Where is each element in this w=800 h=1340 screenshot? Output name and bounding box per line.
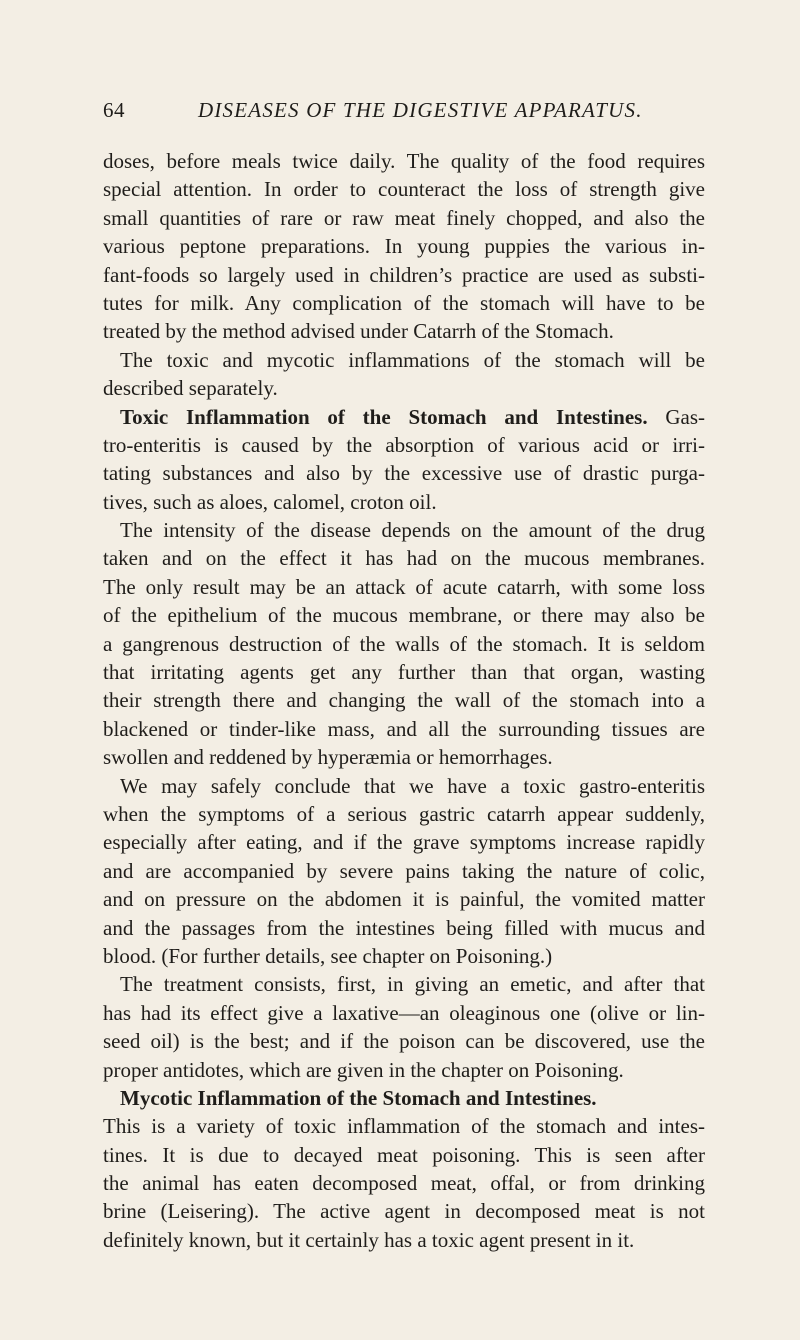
section-heading-line: [103, 1084, 705, 1112]
text-line: The only result may be an attack of acute catarrh, with some loss: [103, 574, 705, 599]
text-line: The treatment consists, first, in giving an emetic, and after that: [120, 972, 705, 997]
section-heading-line: [103, 403, 705, 431]
text-line: blackened or tinder-like mass, and all the surrounding tissues are: [103, 716, 705, 741]
text-line: The intensity of the disease depends on the amount of the drug: [120, 518, 705, 543]
text-line: has had its effect give a laxative—an oleaginous one (olive or lin-: [103, 1000, 705, 1025]
page-number: 64: [103, 98, 125, 122]
text-line: tives, such as aloes, calomel, croton oil.: [103, 489, 437, 514]
text-line: their strength there and changing the wall of the stomach into a: [103, 688, 705, 713]
text-line: small quantities of rare or raw meat finely chopped, and also the: [103, 205, 705, 230]
text-line: treated by the method advised under Catarrh of the Stomach.: [103, 319, 614, 344]
text-line: tating substances and also by the excessive use of drastic purga-: [103, 461, 705, 486]
text-line: tro-enteritis is caused by the absorption of various acid or irri-: [103, 432, 705, 457]
line-text: Gas-: [647, 404, 705, 429]
text-line: brine (Leisering). The active agent in decomposed meat is not: [103, 1199, 705, 1224]
text-line: and on pressure on the abdomen it is painful, the vomited matter: [103, 887, 705, 912]
section-heading: Mycotic Inflammation of the Stomach and Intestines.: [120, 1085, 597, 1110]
text-line: taken and on the effect it has had on the mucous membranes.: [103, 546, 705, 571]
text-line: when the symptoms of a serious gastric catarrh appear suddenly,: [103, 801, 705, 826]
text-line: doses, before meals twice daily. The quality of the food requires: [103, 149, 705, 173]
text-line: The toxic and mycotic inflammations of the stomach will be: [120, 347, 705, 372]
text-line: fant-foods so largely used in children’s practice are used as substi-: [103, 262, 705, 287]
text-line: tutes for milk. Any complication of the stomach will have to be: [103, 290, 705, 315]
text-line: the animal has eaten decomposed meat, offal, or from drinking: [103, 1171, 705, 1196]
text-line: especially after eating, and if the grave symptoms increase rapidly: [103, 830, 705, 855]
text-line: swollen and reddened by hyperæmia or hemorrhages.: [103, 745, 553, 770]
text-line: proper antidotes, which are given in the chapter on Poisoning.: [103, 1057, 624, 1082]
running-head: DISEASES OF THE DIGESTIVE APPARATUS.: [198, 98, 643, 122]
text-line: and the passages from the intestines being filled with mucus and: [103, 915, 705, 940]
text-line: and are accompanied by severe pains taking the nature of colic,: [103, 858, 705, 883]
text-line: tines. It is due to decayed meat poisoning. This is seen after: [103, 1142, 705, 1167]
text-line: described separately.: [103, 376, 278, 401]
text-line: various peptone preparations. In young puppies the various in-: [103, 234, 705, 259]
text-line: seed oil) is the best; and if the poison can be discovered, use the: [103, 1029, 705, 1054]
text-line: blood. (For further details, see chapter on Poisoning.): [103, 943, 553, 968]
text-line: We may safely conclude that we have a toxic gastro-enteritis: [120, 773, 705, 798]
text-line: definitely known, but it certainly has a toxic agent present in it.: [103, 1227, 635, 1252]
text-line: that irritating agents get any further than that organ, wasting: [103, 660, 705, 685]
text-line: of the epithelium of the mucous membrane, or there may also be: [103, 603, 705, 628]
text-line: a gangrenous destruction of the walls of the stomach. It is seldom: [103, 631, 705, 656]
text-line: special attention. In order to counteract the loss of strength give: [103, 177, 705, 202]
section-heading: Toxic Inflammation of the Stomach and Intestines.: [120, 404, 648, 429]
text-line: This is a variety of toxic inflammation of the stomach and intes-: [103, 1114, 705, 1139]
body-text: [103, 147, 705, 1254]
page-header: [103, 98, 703, 128]
